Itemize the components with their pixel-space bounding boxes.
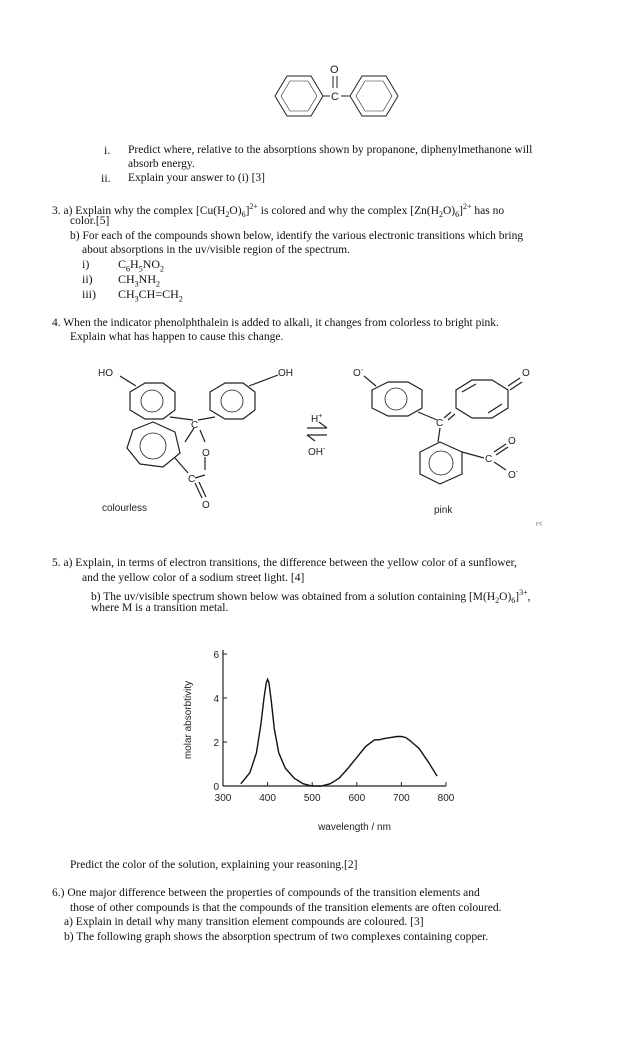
q3a-line1: 3. a) Explain why the complex $[Cu(H_2O)_6]^{2+}$ is colored and why the complex $[Zn(H_2O)_6]^{2+}$ has no (52, 202, 505, 220)
q6-line4: b) The following graph shows the absorption spectrum of two complexes containing copper. (64, 931, 489, 943)
q3-compound-3-num: iii) (82, 287, 96, 301)
q3b-line2: about absorptions in the uv/visible region of the spectrum. (82, 244, 350, 256)
carboxylate-o-label: O (508, 436, 516, 447)
central-c-left: C (191, 420, 199, 431)
right-phenol-ring (210, 383, 255, 419)
benzophenone-structure (0, 0, 638, 120)
q5a-line1: 5. a) Explain, in terms of electron transitions, the difference between the yellow color of a sunflower, (52, 557, 517, 569)
q5b-line1: b) The uv/visible spectrum shown below was obtained from a solution containing $[M(H_2O)_6]^{3+}$, (91, 588, 531, 606)
q6-line1: 6.) One major difference between the properties of compounds of the transition elements and (52, 887, 480, 899)
carbonyl-carbon-label: C (331, 91, 339, 103)
spectrum-line (241, 679, 437, 786)
uv-visible-spectrum-chart (0, 630, 638, 850)
q6-line3: a) Explain in detail why many transition element compounds are coloured. [3] (64, 916, 424, 928)
ring-o-label: O (202, 448, 210, 459)
q3a-line2: color.[5] (70, 215, 110, 227)
phenolphthalein-diagram (0, 360, 638, 560)
q3-compound-2: $CH_3NH_2$ (118, 272, 161, 289)
lactone-c-label: C (188, 474, 196, 485)
o-minus-label: O- (353, 367, 364, 379)
x-tick-label: 500 (303, 793, 321, 804)
ho-label: HO (98, 368, 113, 379)
q2-item-ii-num: ii. (101, 171, 111, 185)
left-phenol-ring (130, 383, 175, 419)
oh-minus-label: OH- (308, 446, 326, 458)
oh-label: OH (278, 368, 293, 379)
x-tick-label: 700 (393, 793, 410, 804)
y-tick-label: 6 (213, 650, 219, 661)
pink-label: pink (434, 505, 453, 516)
y-tick-label: 2 (213, 738, 219, 749)
q2-item-i-num: i. (104, 143, 111, 157)
phenolate-ring (372, 382, 422, 416)
q3b-line1: b) For each of the compounds shown below, identify the various electronic transitions which bring (70, 230, 524, 242)
quinone-o-label: O (522, 368, 530, 379)
y-tick-label: 4 (213, 694, 219, 705)
q2-item-i-text2: absorb energy. (128, 158, 195, 170)
q2-item-ii-text: Explain your answer to (i) [3] (128, 172, 266, 184)
lower-benzene-ring (127, 422, 180, 467)
y-axis-label: molar absorbtivity (183, 680, 194, 760)
x-tick-label: 600 (348, 793, 366, 804)
carboxylate-c-label: C (485, 454, 493, 465)
y-tick-label: 0 (213, 782, 219, 793)
q6-line2: those of other compounds is that the compounds of the transition elements are often coloured. (70, 902, 502, 914)
h-plus-label: H+ (311, 413, 323, 425)
q3-compound-3: $CH_3CH=CH_2$ (118, 287, 183, 304)
carbonyl-oxygen-label: O (330, 64, 339, 76)
lower-benzoate-ring (420, 442, 462, 484)
q5b-line2: where M is a transition metal. (91, 602, 229, 614)
q4-line1: 4. When the indicator phenolphthalein is added to alkali, it changes from colorless to bright pink. (52, 317, 499, 329)
q5-predict: Predict the color of the solution, explaining your reasoning.[2] (70, 859, 358, 871)
q4-line2: Explain what has happen to cause this change. (70, 331, 284, 343)
x-axis-label: wavelength / nm (318, 822, 391, 833)
q5a-line2: and the yellow color of a sodium street light. [4] (82, 572, 305, 584)
central-c-right: C (436, 418, 444, 429)
q3-compound-1-num: i) (82, 257, 90, 271)
q3-compound-2-num: ii) (82, 272, 93, 286)
x-tick-label: 800 (437, 793, 455, 804)
carboxylate-o-minus-label: O- (508, 469, 519, 481)
q3-compound-1: $C_6H_5NO_2$ (118, 257, 165, 274)
q2-item-i-text: Predict where, relative to the absorptions shown by propanone, diphenylmethanone will (128, 144, 533, 156)
quinoid-ring (456, 380, 508, 418)
x-tick-label: 300 (214, 793, 232, 804)
colourless-label: colourless (102, 503, 148, 514)
lactone-o-label: O (202, 500, 210, 511)
stray-mark: r< (536, 521, 543, 528)
x-tick-label: 400 (259, 793, 276, 804)
